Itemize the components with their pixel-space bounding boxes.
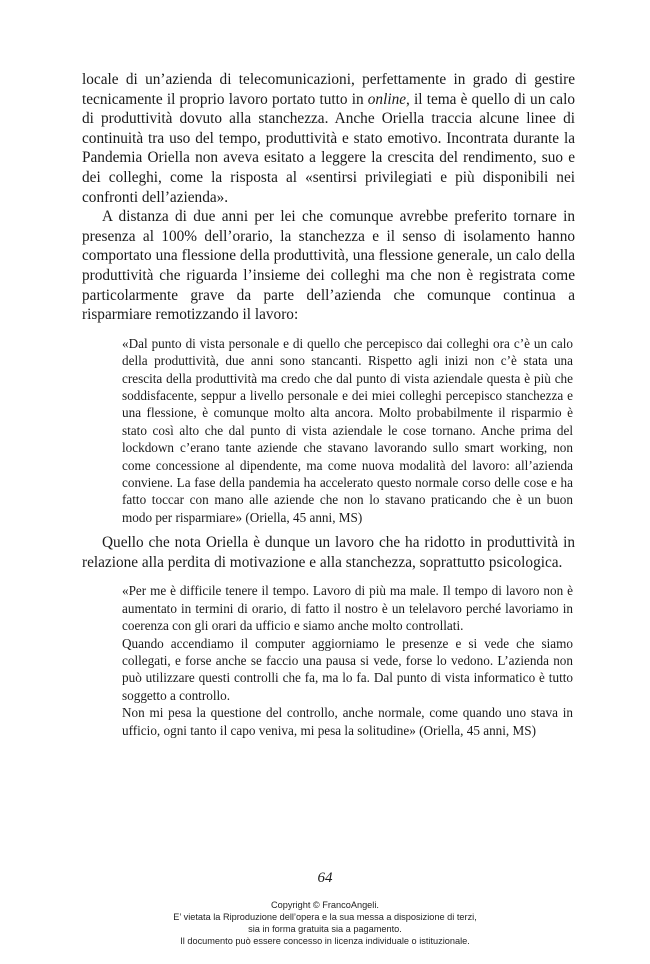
block-quote-2-part-3: Non mi pesa la questione del controllo, anche normale, come quando uno stava in ufficio, ogni tanto il capo veniva, mi pesa la solitudine» (Oriella, 45 anni, MS) <box>122 705 573 738</box>
block-quote-2-part-2: Quando accendiamo il computer aggiorniamo le presenze e si vede che siamo collegati, e forse anche se faccio una pausa si vede, forse lo vedono. L’azienda non può utilizzare questi controlli che fa, ma lo fa. Dal punto di vista informatico è tutto soggetto a controllo. <box>122 635 573 703</box>
copyright-line-3: sia in forma gratuita sia a pagamento. <box>248 924 402 934</box>
block-quote-2 <box>122 582 573 739</box>
copyright-line-1: Copyright © FrancoAngeli. <box>271 900 379 910</box>
block-quote-2-part-1: «Per me è difficile tenere il tempo. Lavoro di più ma male. Il tempo di lavoro non è aumentato in termini di orario, di fatto il nostro è un telelavoro perché lavoriamo in coerenza con gli orari da ufficio e siamo anche molto controllati. <box>122 583 573 634</box>
paragraph-1-text-start: locale di un’azienda di telecomunicazioni, perfettamente in grado di gestire tecnicamente il proprio lavoro portato tutto in <box>82 71 575 108</box>
copyright-line-4: Il documento può essere concesso in licenza individuale o istituzionale. <box>180 936 470 946</box>
paragraph-1 <box>82 70 575 207</box>
paragraph-2: A distanza di due anni per lei che comunque avrebbe preferito tornare in presenza al 100% dell’orario, la stanchezza e il senso di isolamento hanno comportato una flessione della produttività, una flessione generale, un calo della produttività che riguarda l’insieme dei colleghi ma che non è registrata come particolarmente grave da parte dell’azienda che comunque continua a risparmiare remotizzando il lavoro: <box>82 208 575 324</box>
copyright-notice <box>0 899 650 947</box>
paragraph-1-text-end: , il tema è quello di un calo di produttività dovuto alla stanchezza. Anche Oriella traccia alcune linee di continuità tra uso del tempo, produttività e stato emotivo. Incontrata durante la Pandemia Oriella non aveva esitato a leggere la crescita del rendimento, suo e dei colleghi, come la risposta al «sentirsi privilegiati e più disponibili nei confronti dell’azienda». <box>82 90 575 206</box>
block-quote-1-text: «Dal punto di vista personale e di quello che percepisco dai colleghi ora c’è un calo della produttività, due anni sono stancanti. Rispetto agli inizi non c’è stata una crescita della produttività ma credo che dal punto di vista aziendale questa è più che soddisfacente, seppur a livello personale e dei miei colleghi percepisco stanchezza e una flessione, è comunque molto alta ancora. Molto probabilmente il risparmio è stato così alto che dal punto di vista aziendale le cose tornano. Anche prima del lockdown c’erano tante aziende che stavano lavorando sullo smart working, non come concessione al dipendente, ma come nuova modalità del lavoro: all’azienda conviene. La fase della pandemia ha accelerato questo normale corso delle cose e ha fatto toccar con mano alle aziende che non lo stavano praticando che è un buon modo per risparmiare» (Oriella, 45 anni, MS) <box>122 335 573 525</box>
block-quote-1 <box>122 335 573 526</box>
body-text <box>82 70 575 746</box>
paragraph-1-emphasis: online <box>367 90 407 108</box>
paragraph-3: Quello che nota Oriella è dunque un lavoro che ha ridotto in produttività in relazione alla perdita di motivazione e alla stanchezza, soprattutto psicologica. <box>82 534 575 571</box>
page-number: 64 <box>317 870 333 886</box>
copyright-line-2: E’ vietata la Riproduzione dell’opera e la sua messa a disposizione di terzi, <box>173 912 477 922</box>
